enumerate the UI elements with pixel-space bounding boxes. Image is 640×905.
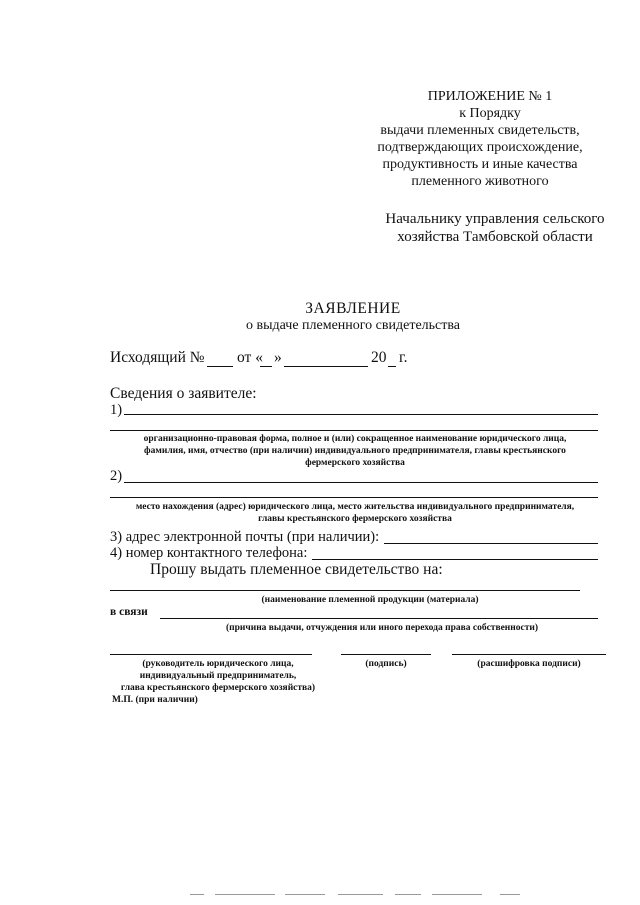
caption-line: фермерского хозяйства [305,458,405,468]
applicant-address-field[interactable] [124,482,598,483]
date-from-label: от « [237,349,263,366]
scan-artifact [190,894,204,895]
appendix-line: к Порядку [459,106,521,121]
year-suffix: г. [399,349,408,366]
outgoing-number-label: Исходящий № [110,349,205,366]
signature-decode-caption: (расшифровка подписи) [477,659,581,669]
product-field[interactable] [110,590,580,591]
appendix-line: продуктивность и иные качества [382,157,578,172]
appendix-line: племенного животного [411,174,549,189]
applicant-address-field-2[interactable] [110,497,598,498]
scan-artifact [215,894,275,895]
signature-field[interactable] [341,654,431,655]
scan-artifact [338,894,383,895]
addressee-line: хозяйства Тамбовской области [397,229,593,245]
appendix-title: ПРИЛОЖЕНИЕ № 1 [427,89,553,104]
caption-line: (руководитель юридического лица, [142,659,294,669]
applicant-name-caption [110,433,600,469]
reason-caption: (причина выдачи, отчуждения или иного перехода права собственности) [225,623,539,633]
due-label: в связи [110,606,148,618]
scan-artifact [395,894,421,895]
caption-line: главы крестьянского фермерского хозяйства [258,514,452,524]
signature-decode-field[interactable] [452,654,606,655]
applicant-heading: Сведения о заявителе: [110,385,257,402]
addressee-line: Начальнику управления сельского [385,211,605,227]
applicant-address-caption [110,501,600,525]
scan-artifact [432,894,482,895]
stamp-label: М.П. (при наличии) [112,695,198,705]
addressee-block [375,210,615,246]
caption-line: организационно-правовая форма, полное и (или) сокращенное наименование юридического лица, [143,434,567,444]
appendix-block [350,88,610,190]
caption-line: индивидуальный предприниматель, [139,671,297,681]
document-subtitle: о выдаче племенного свидетельства [245,318,461,333]
item1-number: 1) [110,402,123,418]
appendix-line: выдачи племенных свидетельств, [380,123,580,138]
outgoing-number-field[interactable] [207,366,233,367]
phone-label: 4) номер контактного телефона: [110,545,308,561]
scan-artifact [500,894,520,895]
reason-field[interactable] [160,618,598,619]
item2-number: 2) [110,468,123,484]
email-label: 3) адрес электронной почты (при наличии): [110,529,380,545]
applicant-name-field[interactable] [124,414,598,415]
document-title: ЗАЯВЛЕНИЕ [305,300,401,317]
head-caption [108,658,328,694]
date-quote-close: » [274,349,282,366]
date-month-field[interactable] [284,366,368,367]
caption-line: глава крестьянского фермерского хозяйства) [120,683,316,693]
applicant-name-field-2[interactable] [110,430,598,431]
caption-line: фамилия, имя, отчество (при наличии) индивидуального предпринимателя, главы крестьянского [144,446,566,456]
scan-artifact [285,894,325,895]
head-position-field[interactable] [110,654,312,655]
phone-field[interactable] [312,559,598,560]
caption-line: место нахождения (адрес) юридического лица, место жительства индивидуального предпринимателя, [135,502,575,512]
signature-caption: (подпись) [365,659,407,669]
appendix-line: подтверждающих происхождение, [377,140,583,155]
date-day-field[interactable] [260,366,272,367]
year-label: 20 [371,349,387,366]
request-text: Прошу выдать племенное свидетельство на: [150,561,443,578]
email-field[interactable] [384,543,598,544]
product-caption: (наименование племенной продукции (материала) [261,595,479,605]
date-year-field[interactable] [388,366,396,367]
